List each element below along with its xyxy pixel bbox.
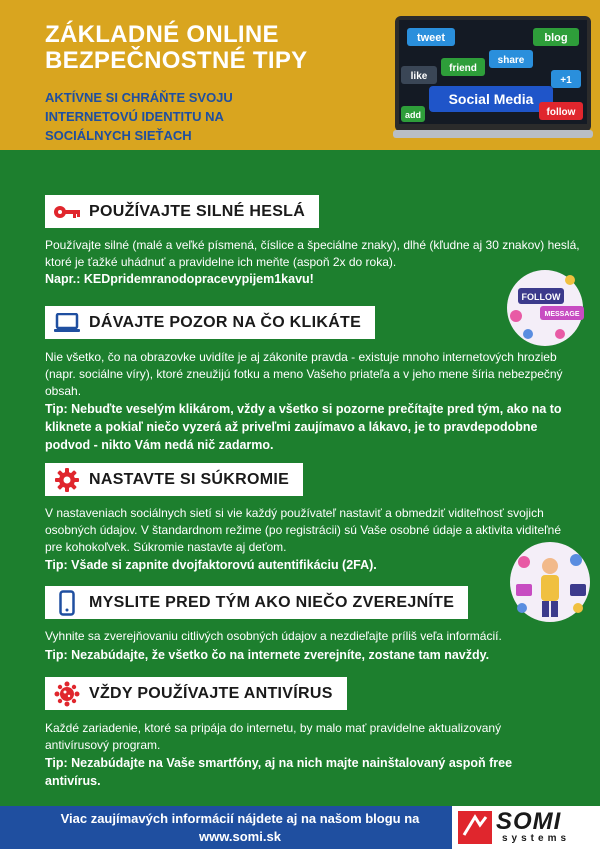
somi-logo [452, 806, 600, 849]
section-4-text: Vyhnite sa zverejňovaniu citlivých osobných údajov a nezdieľajte príliš veľa informácií. [45, 629, 502, 643]
footer-line-1: Viac zaujímavých informácií nájdete aj na našom blogu na [60, 811, 420, 826]
section-2-header [45, 306, 375, 339]
laptop-icon [45, 306, 89, 339]
section-5-title: VŽDY POUŽÍVAJTE ANTIVÍRUS [89, 684, 333, 702]
key-blog: blog [544, 32, 568, 44]
logo-subtext: systems [502, 833, 571, 844]
section-3-text: V nastaveniach sociálnych sietí si vie každý používateľ nastaviť a obmedziť viditeľnosť svojich osobných údajov. V štandardnom režime (po registrácii) sú Vaše osobné údaje a aktivita viditeľné pre kohokoľvek. Súkromie nastavte aj deťom. [45, 506, 561, 554]
section-1-title: POUŽÍVAJTE SILNÉ HESLÁ [89, 202, 306, 220]
section-4-tip: Tip: Nezabúdajte, že všetko čo na internete zverejníte, zostane tam navždy. [45, 648, 490, 662]
section-5-text: Každé zariadenie, ktoré sa pripája do internetu, by malo mať pravidelne aktualizovaný antivírusový program. [45, 721, 502, 752]
key-share: share [497, 55, 525, 66]
follow-label: FOLLOW [521, 292, 561, 302]
key-social-media: Social Media [448, 91, 534, 107]
section-5-tip: Tip: Nezabúdajte na Vaše smartfóny, aj na nich majte nainštalovaný aspoň free antivírus. [45, 756, 513, 788]
key-follow: follow [546, 107, 576, 118]
key-tweet: tweet [416, 32, 446, 44]
message-label: MESSAGE [544, 311, 580, 318]
section-2-title: DÁVAJTE POZOR NA ČO KLIKÁTE [89, 313, 362, 331]
key-plus-one: +1 [560, 75, 572, 86]
section-1-example: Napr.: KEDpridemranodopracevypijem1kavu! [45, 272, 314, 286]
page-title [45, 22, 307, 74]
title-line-2: BEZPEČNOSTNÉ TIPY [45, 47, 308, 74]
section-4-title: MYSLITE PRED TÝM AKO NIEČO ZVEREJNÍTE [89, 593, 455, 611]
virus-icon [45, 677, 89, 710]
section-3-header [45, 463, 303, 496]
section-1-text: Používajte silné (malé a veľké písmená, číslice a špeciálne znaky), dlhé (kľudne aj 30 znakov) heslá, ktoré je ťažké uhádnuť a pravidelne ich meňte (aspoň 2x do roka). [45, 238, 580, 269]
key-add: add [404, 110, 422, 120]
person-social-illustration [508, 540, 593, 625]
key-icon [45, 195, 89, 228]
social-icons-illustration [500, 268, 590, 348]
section-4-header [45, 586, 468, 619]
gear-icon [45, 463, 89, 496]
section-5-header [45, 677, 347, 710]
section-2-tip: Tip: Nebuďte veselým klikárom, vždy a všetko si pozorne prečítajte pred tým, ako na to kliknete a pokiaľ niečo vyzerá až priveľmi zaujímavo a lákavo, je to pravdepodobne podvod - nikto Vám nedá nič zadarmo. [45, 402, 562, 452]
section-3-title: NASTAVTE SI SÚKROMIE [89, 470, 290, 488]
page-subtitle: AKTÍVNE SI CHRÁŇTE SVOJU INTERNETOVÚ IDENTITU NA SOCIÁLNYCH SIEŤACH [45, 90, 233, 143]
header-banner [0, 0, 600, 150]
somi-logo-mark [458, 811, 492, 844]
key-like: like [410, 71, 428, 82]
section-3-tip: Tip: Všade si zapnite dvojfaktorovú autentifikáciu (2FA). [45, 558, 377, 572]
smartphone-icon [45, 586, 89, 619]
section-2-text: Nie všetko, čo na obrazovke uvidíte je aj zákonite pravda - existuje mnoho internetových hrozieb (napr. sociálne víry), ktoré zneužijú fotku a meno Vašeho priateľa a v jeho mene šíria nebezpečný obsah. [45, 350, 563, 398]
footer [0, 806, 600, 849]
logo-wordmark: SOMI [496, 808, 562, 835]
social-media-keyboard-image [393, 14, 593, 138]
title-line-1: ZÁKLADNÉ ONLINE [45, 21, 279, 48]
footer-link[interactable]: www.somi.sk [199, 829, 281, 844]
footer-text [30, 810, 450, 846]
section-1-header [45, 195, 319, 228]
key-friend: friend [449, 63, 477, 74]
